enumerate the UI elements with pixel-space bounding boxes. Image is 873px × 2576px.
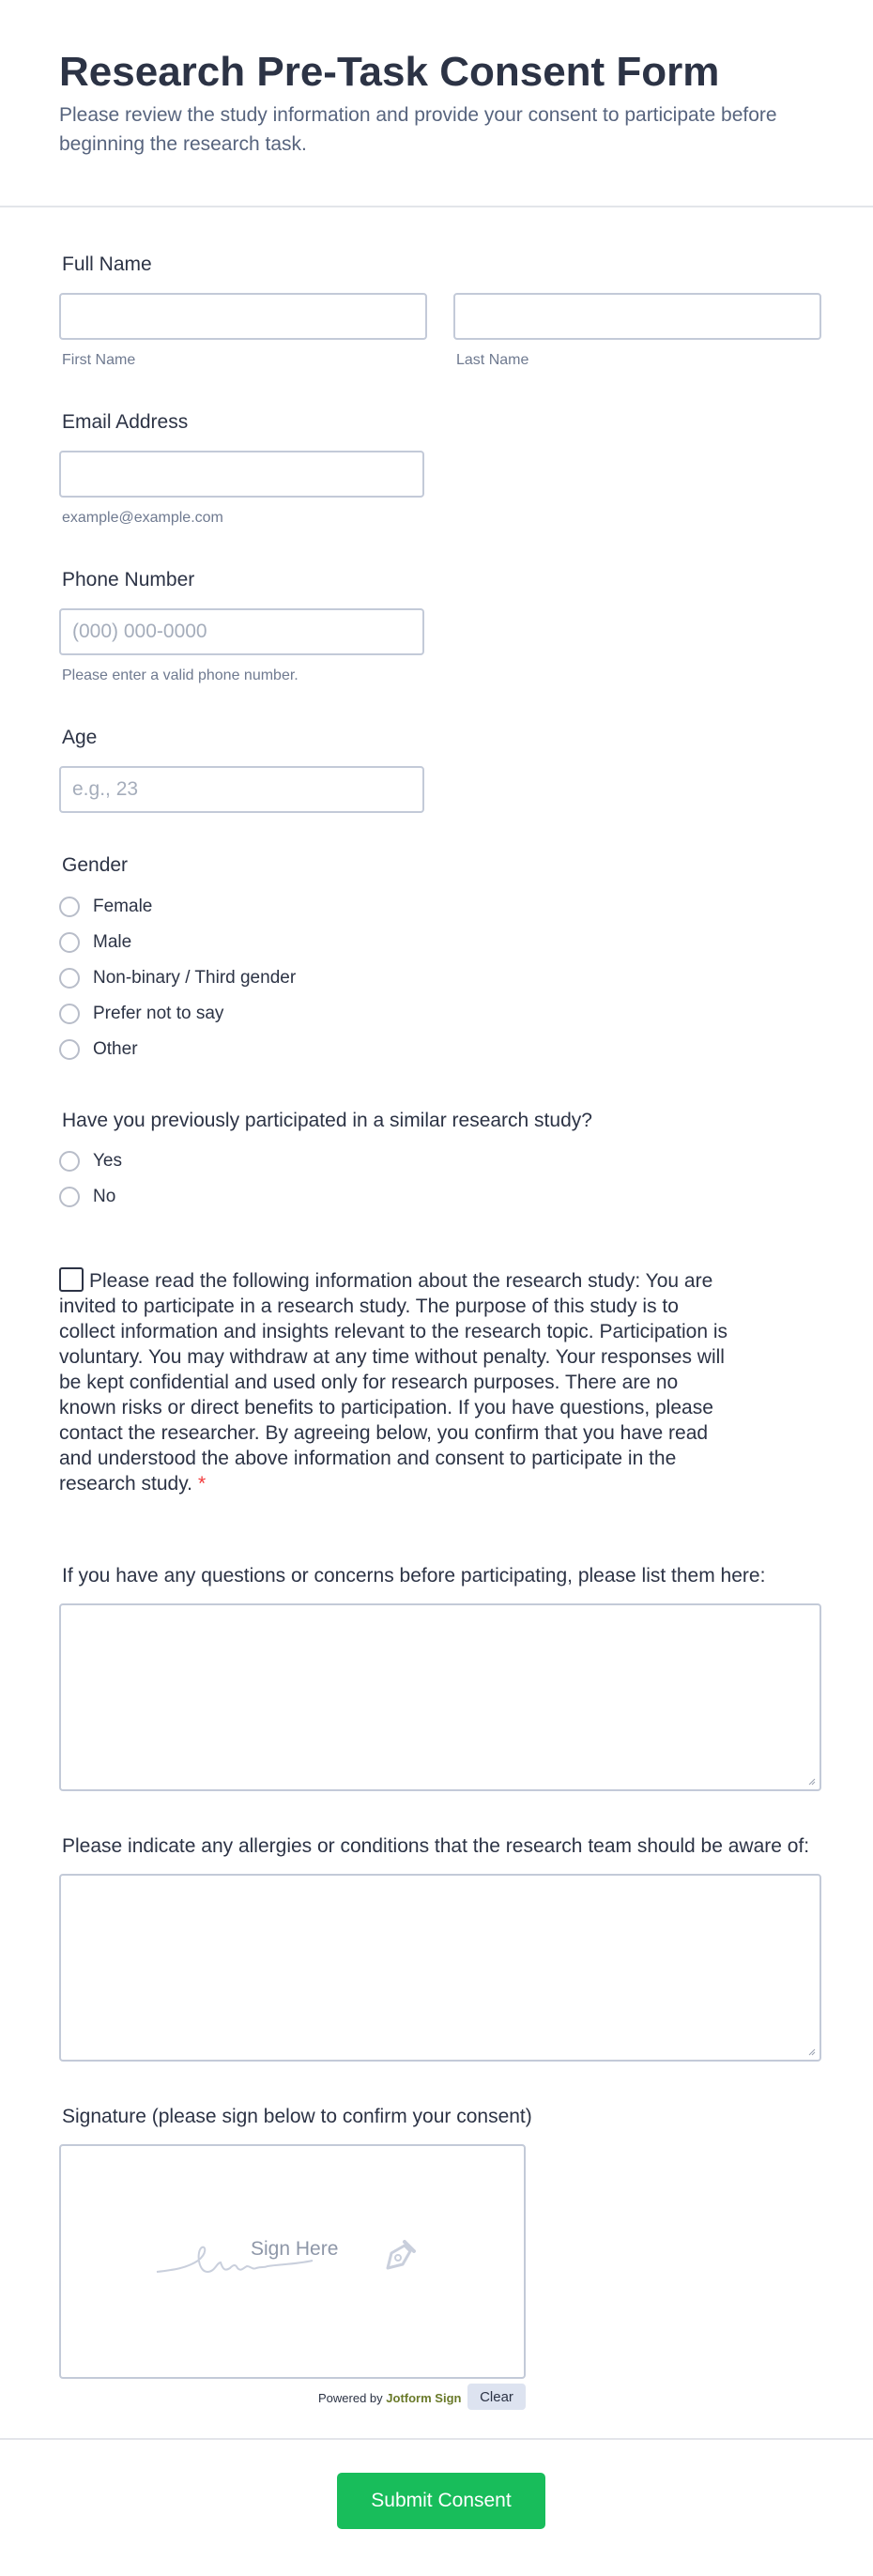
email-sublabel: example@example.com <box>62 510 223 526</box>
powered-by-text: Powered by <box>318 2391 383 2405</box>
email-input[interactable] <box>59 451 424 498</box>
gender-option-nonbinary[interactable] <box>59 964 296 992</box>
resize-grip-icon[interactable] <box>806 2047 816 2056</box>
signature-pad[interactable] <box>59 2144 526 2379</box>
questions-textarea[interactable] <box>59 1603 821 1791</box>
age-label: Age <box>62 727 98 748</box>
radio-button[interactable] <box>59 1151 80 1172</box>
pen-nib-icon <box>378 2236 420 2277</box>
first-name-sublabel: First Name <box>62 352 136 368</box>
last-name-input[interactable] <box>453 293 821 340</box>
first-name-input[interactable] <box>59 293 427 340</box>
questions-label: If you have any questions or concerns before participating, please list them here: <box>62 1565 766 1587</box>
previous-option-no[interactable] <box>59 1183 115 1211</box>
page-title: Research Pre-Task Consent Form <box>59 49 720 95</box>
signature-placeholder: Sign Here <box>251 2238 339 2260</box>
gender-option-prefer-not[interactable] <box>59 1000 223 1028</box>
phone-input[interactable] <box>59 608 424 655</box>
gender-option-female[interactable] <box>59 893 152 921</box>
form-header <box>0 0 873 207</box>
radio-label: Prefer not to say <box>93 1004 224 1023</box>
powered-by <box>318 2391 461 2405</box>
radio-button[interactable] <box>59 932 80 953</box>
allergies-label: Please indicate any allergies or conditions that the research team should be aware of: <box>62 1835 810 1857</box>
footer-divider <box>0 2438 873 2440</box>
phone-label: Phone Number <box>62 569 195 590</box>
radio-button[interactable] <box>59 1004 80 1024</box>
previous-option-yes[interactable] <box>59 1147 122 1175</box>
radio-label: No <box>93 1187 116 1206</box>
gender-option-other[interactable] <box>59 1035 138 1064</box>
radio-button[interactable] <box>59 1187 80 1207</box>
consent-statement <box>59 1267 735 1496</box>
last-name-sublabel: Last Name <box>456 352 529 368</box>
radio-label: Yes <box>93 1151 122 1171</box>
clear-signature-button[interactable]: Clear <box>467 2384 526 2410</box>
resize-grip-icon[interactable] <box>806 1776 816 1786</box>
email-label: Email Address <box>62 411 189 433</box>
jotform-sign-brand[interactable]: Jotform Sign <box>386 2391 462 2405</box>
age-input[interactable] <box>59 766 424 813</box>
allergies-textarea[interactable] <box>59 1874 821 2062</box>
previous-study-label: Have you previously participated in a similar research study? <box>62 1110 592 1131</box>
full-name-label: Full Name <box>62 253 152 275</box>
consent-text: Please read the following information about the research study: You are invited to participate in a research study. The purpose of this study is to collect information and insights relevant to the research topic. Participation is voluntary. You may withdraw at any time without penalty. Your responses will be kept confidential and used only for research purposes. There are no known risks or direct benefits to participation. If you have questions, please contact the researcher. By agreeing below, you confirm that you have read and understood the above information and consent to participate in the research study. <box>59 1270 728 1495</box>
signature-label: Signature (please sign below to confirm your consent) <box>62 2106 532 2127</box>
gender-option-male[interactable] <box>59 928 131 957</box>
radio-label: Male <box>93 932 132 952</box>
radio-button[interactable] <box>59 897 80 917</box>
required-mark: * <box>198 1473 207 1495</box>
radio-label: Female <box>93 897 153 916</box>
signature-squiggle-icon <box>155 2240 314 2277</box>
gender-label: Gender <box>62 854 129 876</box>
page-subtitle: Please review the study information and provide your consent to participate before beginning the research task. <box>59 104 777 155</box>
submit-consent-button[interactable]: Submit Consent <box>337 2473 545 2529</box>
radio-button[interactable] <box>59 1039 80 1060</box>
radio-label: Other <box>93 1039 138 1059</box>
consent-checkbox[interactable] <box>59 1267 84 1292</box>
radio-label: Non-binary / Third gender <box>93 968 297 988</box>
phone-sublabel: Please enter a valid phone number. <box>62 667 299 683</box>
radio-button[interactable] <box>59 968 80 989</box>
